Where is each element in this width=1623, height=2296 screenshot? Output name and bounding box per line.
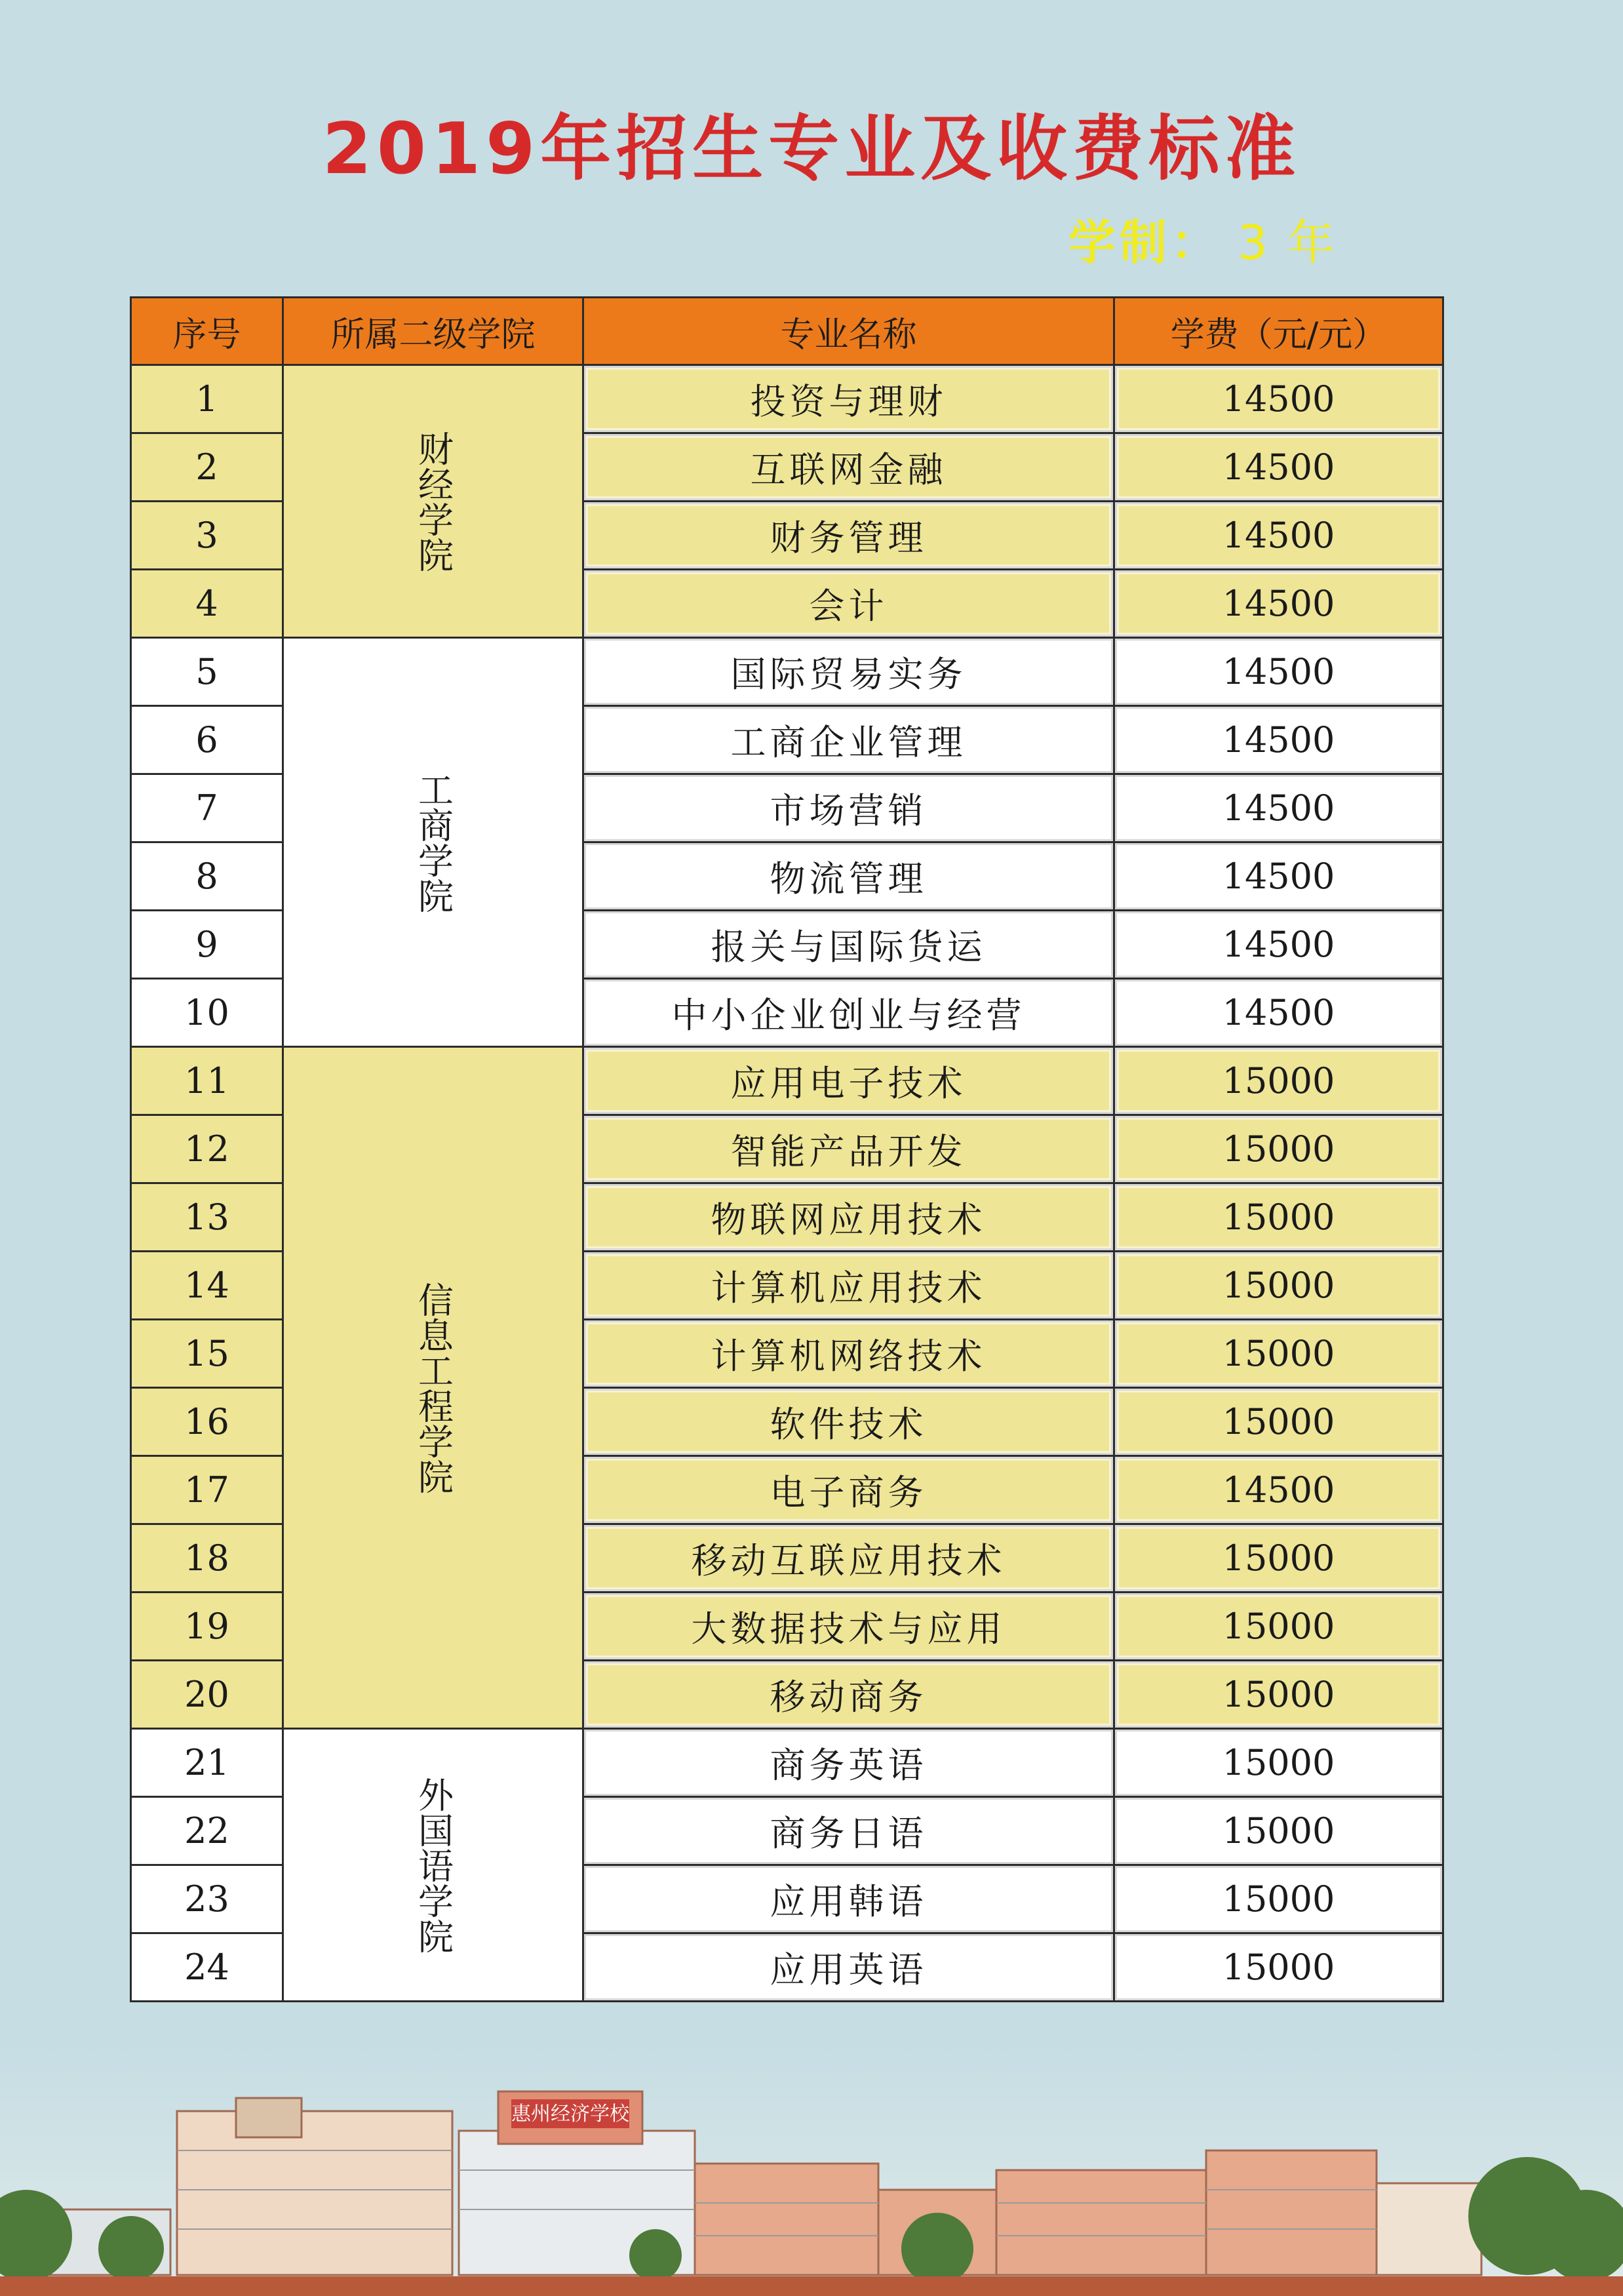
row-index: 17 — [131, 1456, 283, 1524]
table-row — [131, 1047, 1443, 1115]
tuition-fee: 14500 — [1114, 1456, 1443, 1524]
header-college: 所属二级学院 — [283, 298, 583, 365]
tuition-fee: 14500 — [1114, 842, 1443, 911]
row-index: 5 — [131, 638, 283, 706]
row-index: 11 — [131, 1047, 283, 1115]
row-index: 7 — [131, 774, 283, 842]
major-name: 市场营销 — [583, 774, 1114, 842]
major-name: 电子商务 — [583, 1456, 1114, 1524]
fee-table — [130, 296, 1444, 2002]
major-name: 物联网应用技术 — [583, 1183, 1114, 1252]
row-index: 21 — [131, 1729, 283, 1797]
row-index: 19 — [131, 1593, 283, 1661]
row-index: 12 — [131, 1115, 283, 1183]
row-index: 22 — [131, 1797, 283, 1865]
major-name: 会计 — [583, 570, 1114, 638]
college-name: 财经学院 — [283, 365, 583, 638]
major-name: 大数据技术与应用 — [583, 1593, 1114, 1661]
tuition-fee: 14500 — [1114, 979, 1443, 1047]
row-index: 16 — [131, 1388, 283, 1456]
college-name: 外国语学院 — [283, 1729, 583, 2002]
table-row — [131, 638, 1443, 706]
tuition-fee: 15000 — [1114, 1524, 1443, 1593]
row-index: 3 — [131, 502, 283, 570]
tuition-fee: 15000 — [1114, 1933, 1443, 2002]
campus-banner — [0, 2039, 1623, 2296]
tuition-fee: 14500 — [1114, 774, 1443, 842]
tuition-fee: 15000 — [1114, 1797, 1443, 1865]
major-name: 投资与理财 — [583, 365, 1114, 433]
duration-value: 3 — [1238, 215, 1272, 270]
tuition-fee: 14500 — [1114, 365, 1443, 433]
page-title: 2019年招生专业及收费标准 — [322, 108, 1301, 190]
table-body — [131, 365, 1443, 2002]
major-name: 移动互联应用技术 — [583, 1524, 1114, 1593]
header-fee: 学费（元/元） — [1114, 298, 1443, 365]
row-index: 1 — [131, 365, 283, 433]
major-name: 计算机应用技术 — [583, 1252, 1114, 1320]
tuition-fee: 15000 — [1114, 1661, 1443, 1729]
header-major: 专业名称 — [583, 298, 1114, 365]
header-index: 序号 — [131, 298, 283, 365]
tuition-fee: 15000 — [1114, 1320, 1443, 1388]
row-index: 14 — [131, 1252, 283, 1320]
row-index: 10 — [131, 979, 283, 1047]
duration-unit: 年 — [1287, 215, 1339, 270]
major-name: 国际贸易实务 — [583, 638, 1114, 706]
tuition-fee: 14500 — [1114, 911, 1443, 979]
tuition-fee: 14500 — [1114, 570, 1443, 638]
major-name: 财务管理 — [583, 502, 1114, 570]
major-name: 应用电子技术 — [583, 1047, 1114, 1115]
track — [0, 2276, 1623, 2296]
major-name: 中小企业创业与经营 — [583, 979, 1114, 1047]
college-name: 工商学院 — [283, 638, 583, 1047]
major-name: 移动商务 — [583, 1661, 1114, 1729]
table-row — [131, 365, 1443, 433]
sign-text: 惠州经济学校 — [511, 2103, 629, 2126]
row-index: 13 — [131, 1183, 283, 1252]
major-name: 商务英语 — [583, 1729, 1114, 1797]
row-index: 6 — [131, 706, 283, 774]
row-index: 2 — [131, 433, 283, 502]
table-row — [131, 1729, 1443, 1797]
row-index: 9 — [131, 911, 283, 979]
row-index: 20 — [131, 1661, 283, 1729]
major-name: 应用韩语 — [583, 1865, 1114, 1933]
duration-label — [1068, 205, 1339, 273]
major-name: 商务日语 — [583, 1797, 1114, 1865]
row-index: 18 — [131, 1524, 283, 1593]
tuition-fee: 15000 — [1114, 1252, 1443, 1320]
major-name: 软件技术 — [583, 1388, 1114, 1456]
row-index: 4 — [131, 570, 283, 638]
tuition-fee: 15000 — [1114, 1047, 1443, 1115]
major-name: 工商企业管理 — [583, 706, 1114, 774]
major-name: 物流管理 — [583, 842, 1114, 911]
row-index: 15 — [131, 1320, 283, 1388]
major-name: 报关与国际货运 — [583, 911, 1114, 979]
table-header-row — [131, 298, 1443, 365]
major-name: 应用英语 — [583, 1933, 1114, 2002]
college-name: 信息工程学院 — [283, 1047, 583, 1729]
major-name: 智能产品开发 — [583, 1115, 1114, 1183]
tuition-fee: 14500 — [1114, 433, 1443, 502]
duration-label-text: 学制： — [1068, 215, 1222, 270]
row-index: 23 — [131, 1865, 283, 1933]
row-index: 8 — [131, 842, 283, 911]
tuition-fee: 15000 — [1114, 1388, 1443, 1456]
row-index: 24 — [131, 1933, 283, 2002]
tuition-fee: 14500 — [1114, 502, 1443, 570]
tuition-fee: 15000 — [1114, 1593, 1443, 1661]
tuition-fee: 15000 — [1114, 1183, 1443, 1252]
tuition-fee: 14500 — [1114, 638, 1443, 706]
major-name: 互联网金融 — [583, 433, 1114, 502]
tuition-fee: 15000 — [1114, 1115, 1443, 1183]
tuition-fee: 14500 — [1114, 706, 1443, 774]
major-name: 计算机网络技术 — [583, 1320, 1114, 1388]
tuition-fee: 15000 — [1114, 1865, 1443, 1933]
tuition-fee: 15000 — [1114, 1729, 1443, 1797]
